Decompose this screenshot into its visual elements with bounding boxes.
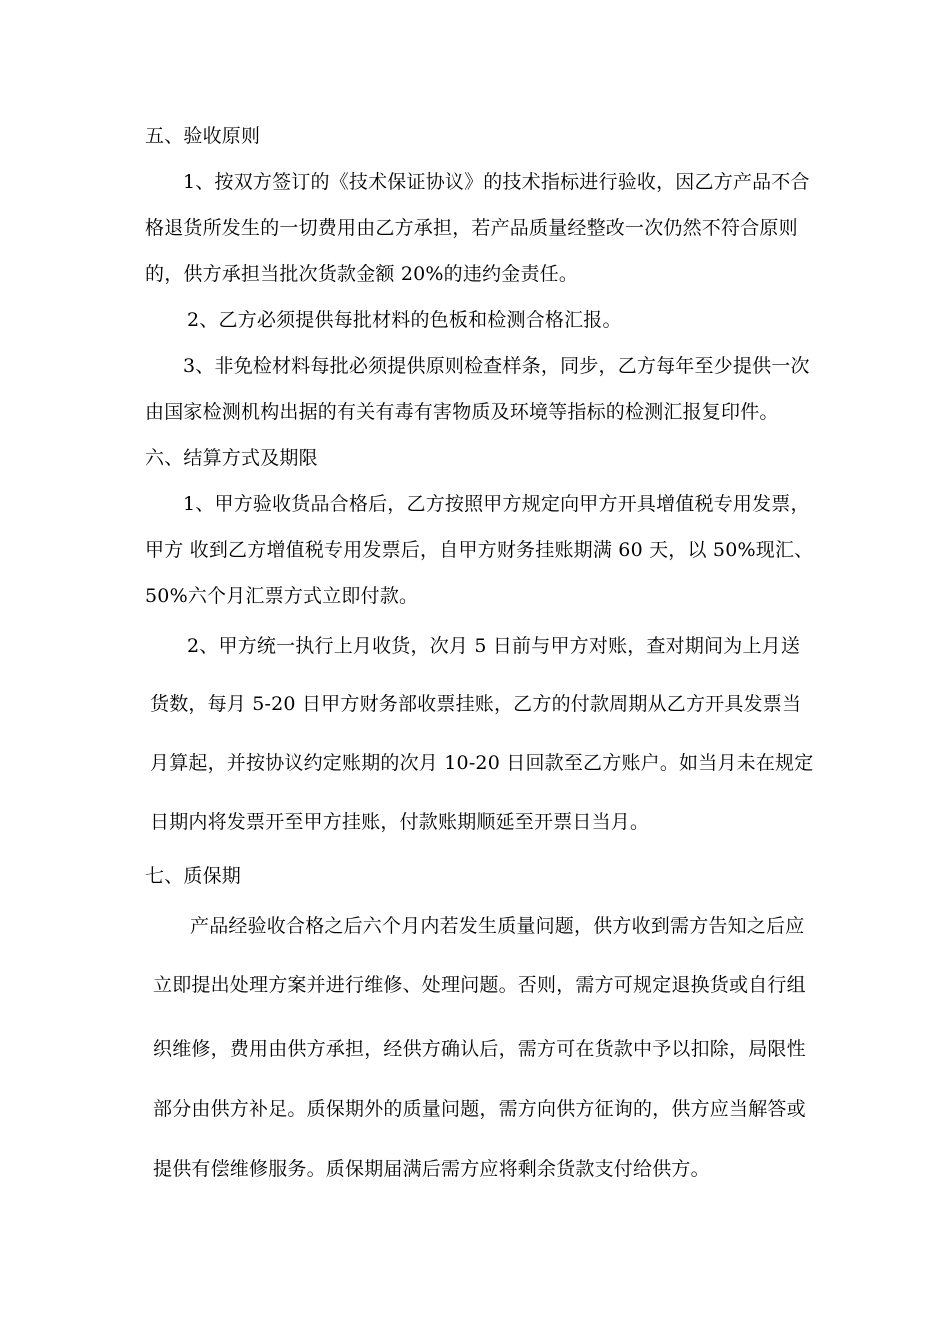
section-heading-warranty: 七、质保期 [145, 865, 242, 887]
section-heading-settlement: 六、结算方式及期限 [145, 447, 318, 469]
paragraph-line: 1、按双方签订的《技术保证协议》的技术指标进行验收，因乙方产品不合 [183, 171, 810, 193]
paragraph-line: 的，供方承担当批次货款金额 20%的违约金责任。 [145, 263, 579, 285]
paragraph-line: 甲方 收到乙方增值税专用发票后，自甲方财务挂账期满 60 天，以 50%现汇、 [145, 539, 814, 561]
paragraph-line: 2、乙方必须提供每批材料的色板和检测合格汇报。 [187, 309, 622, 331]
paragraph-line: 3、非免检材料每批必须提供原则检查样条，同步，乙方每年至少提供一次 [183, 355, 810, 377]
paragraph-line: 货数，每月 5-20 日甲方财务部收票挂账，乙方的付款周期从乙方开具发票当 [150, 693, 802, 715]
section-heading-acceptance: 五、验收原则 [145, 125, 261, 147]
paragraph-line: 提供有偿维修服务。质保期届满后需方应将剩余货款支付给供方。 [153, 1158, 710, 1180]
paragraph-line: 织维修，费用由供方承担，经供方确认后，需方可在货款中予以扣除，局限性 [153, 1038, 806, 1060]
paragraph-line: 50%六个月汇票方式立即付款。 [145, 585, 419, 607]
paragraph-line: 月算起，并按协议约定账期的次月 10-20 日回款至乙方账户。如当月未在规定 [150, 752, 814, 774]
paragraph-line: 日期内将发票开至甲方挂账，付款账期顺延至开票日当月。 [150, 811, 650, 833]
paragraph-line: 1、甲方验收货品合格后，乙方按照甲方规定向甲方开具增值税专用发票， [183, 493, 810, 515]
paragraph-line: 由国家检测机构出据的有关有毒有害物质及环境等指标的检测汇报复印件。 [145, 401, 779, 423]
paragraph-line: 格退货所发生的一切费用由乙方承担，若产品质量经整改一次仍然不符合原则 [145, 217, 798, 239]
paragraph-line: 部分由供方补足。质保期外的质量问题，需方向供方征询的，供方应当解答或 [153, 1098, 806, 1120]
paragraph-line: 立即提出处理方案并进行维修、处理问题。否则，需方可规定退换货或自行组 [153, 974, 806, 996]
paragraph-line: 2、甲方统一执行上月收货，次月 5 日前与甲方对账，查对期间为上月送 [187, 635, 801, 657]
paragraph-line: 产品经验收合格之后六个月内若发生质量问题，供方收到需方告知之后应 [190, 915, 805, 937]
